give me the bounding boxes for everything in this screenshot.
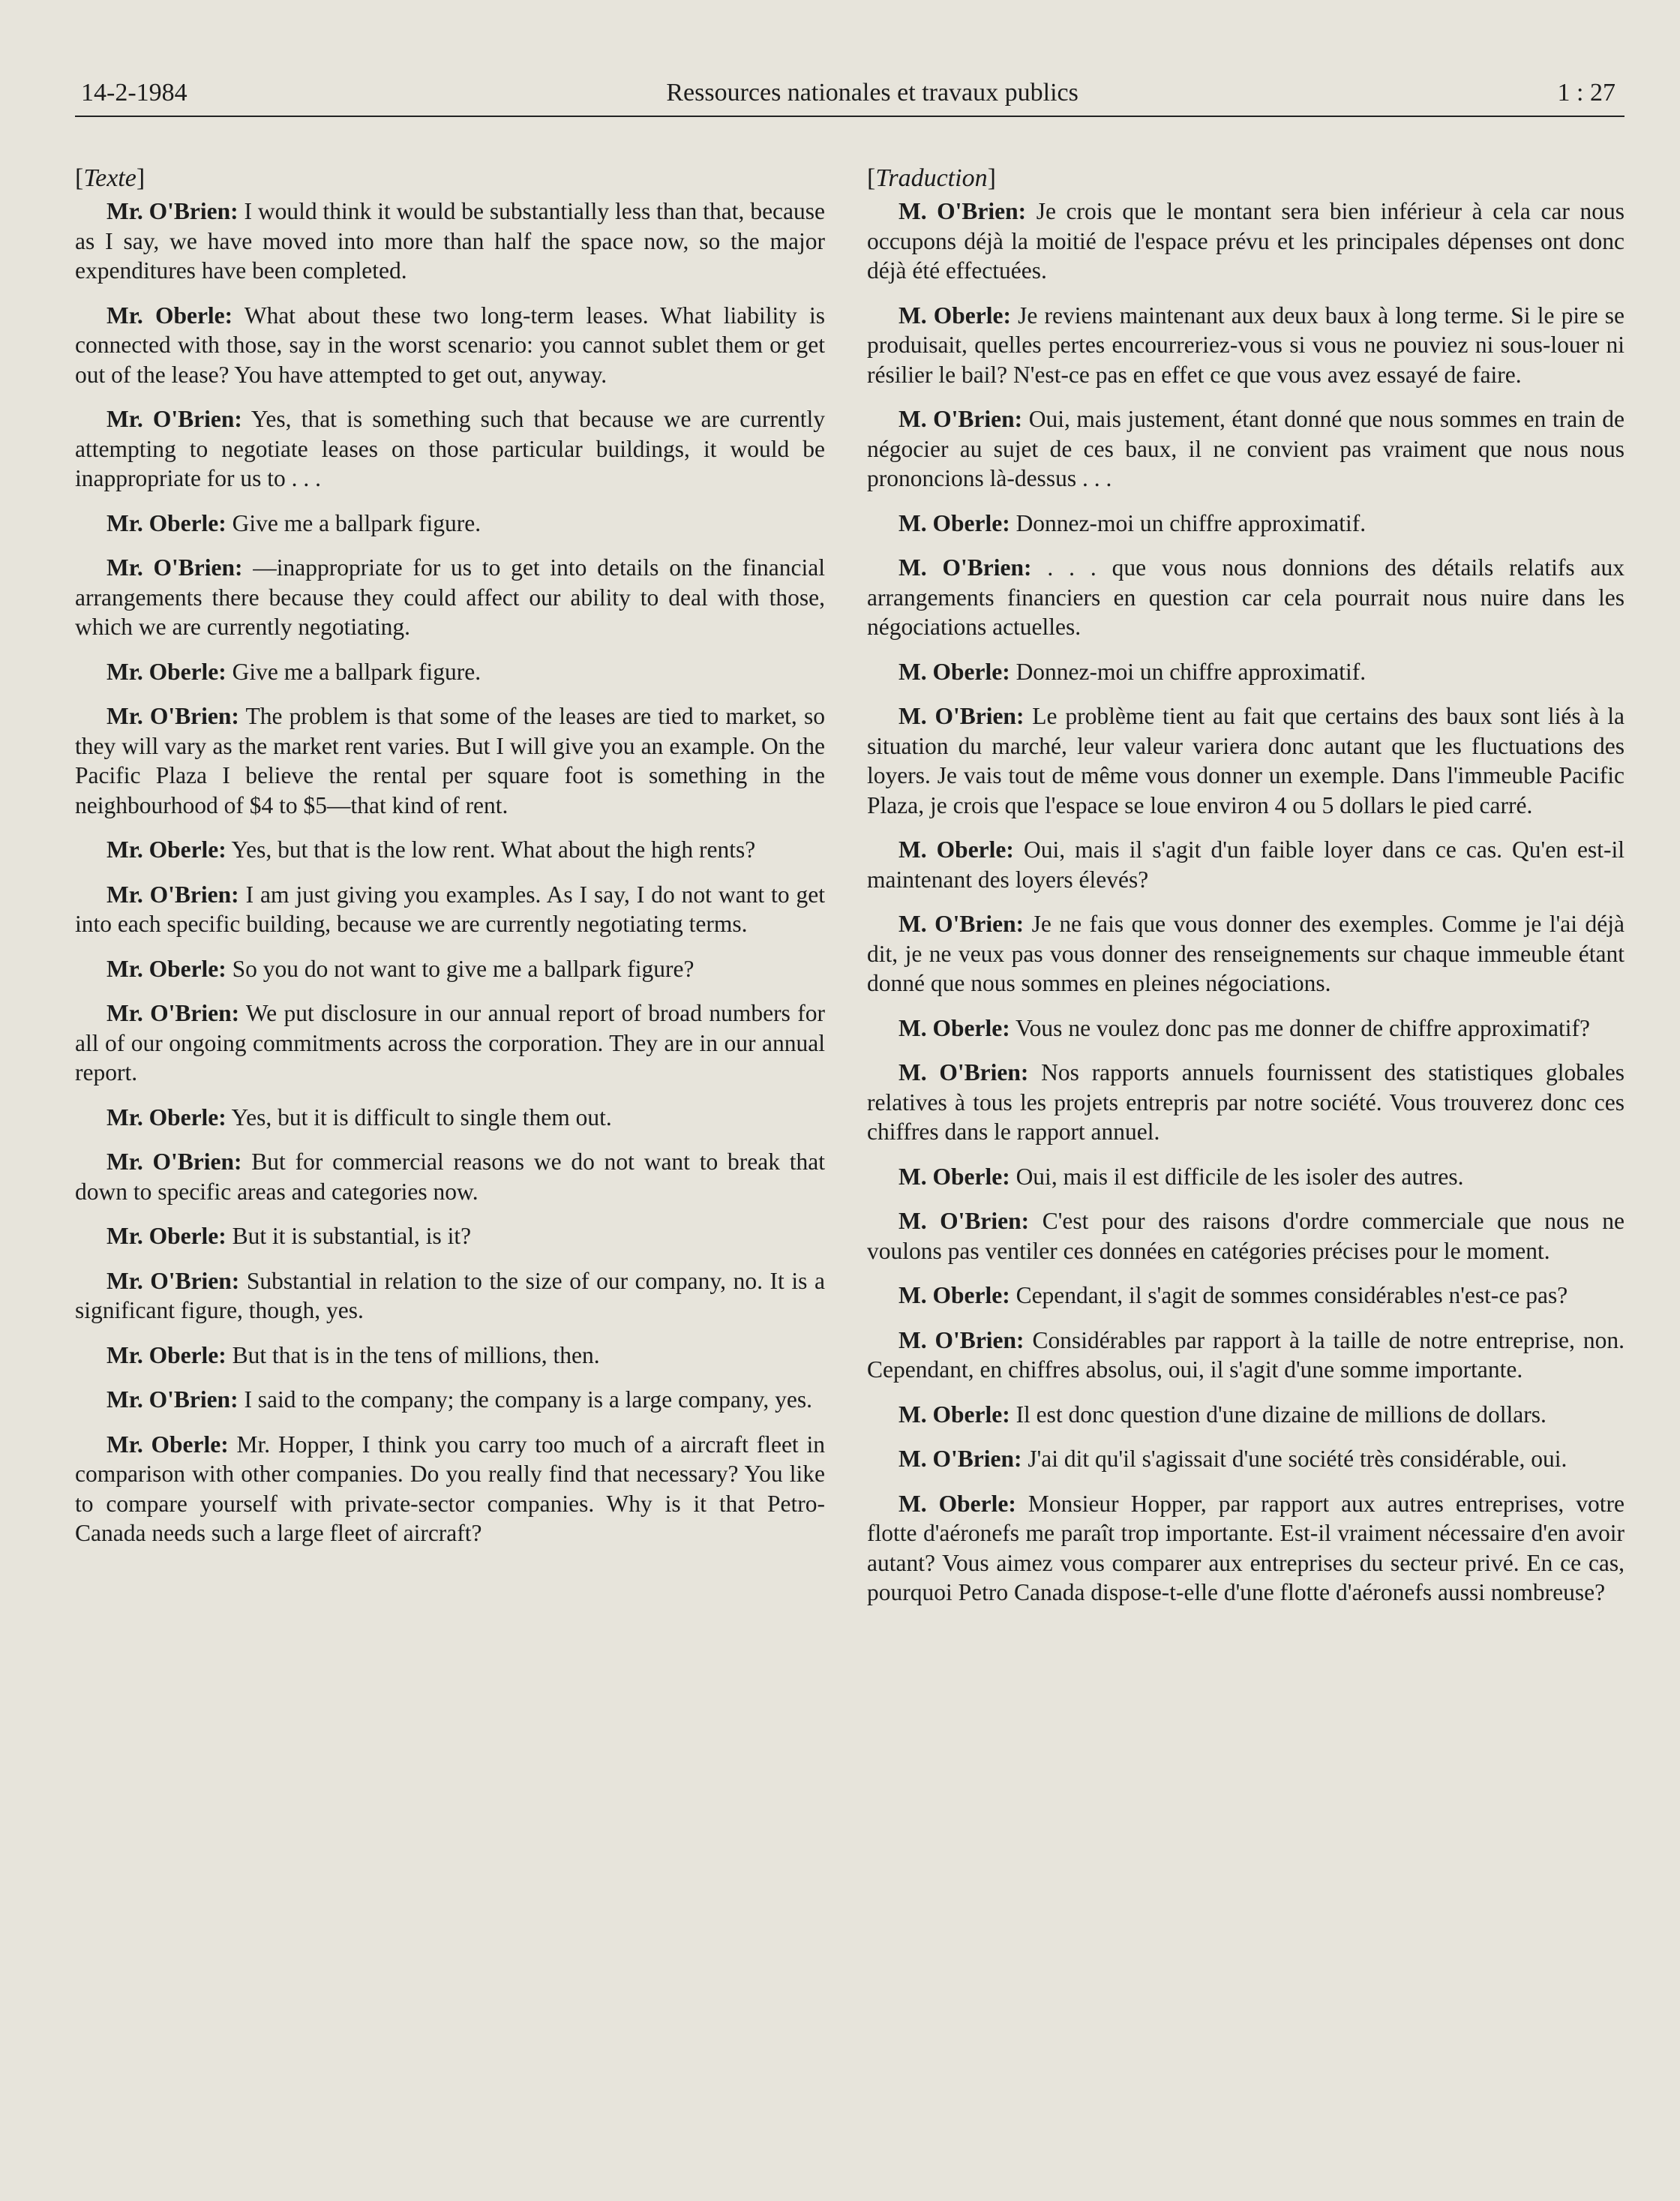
spoken-text: Yes, but that is the low rent. What about the high rents? (226, 836, 756, 863)
spoken-text: Donnez-moi un chiffre approximatif. (1010, 509, 1366, 536)
transcript-paragraph (75, 1385, 825, 1415)
transcript-paragraph (867, 197, 1624, 286)
transcript-paragraph (75, 1221, 825, 1251)
speaker-name: M. Oberle: (898, 509, 1010, 536)
column-label-texte: [Texte] (75, 164, 146, 192)
spoken-text: Mr. Hopper, I think you carry too much of a aircraft fleet in comparison with other companies. Do you really find that necessary? You like to compare yourself with private-sector companies. Why is it that Petro-Canada needs such a large fleet of aircraft? (75, 1431, 825, 1546)
spoken-text: So you do not want to give me a ballpark figure? (226, 955, 694, 982)
speaker-name: Mr. Oberle: (106, 302, 233, 329)
speaker-name: Mr. Oberle: (106, 1223, 226, 1249)
transcript-paragraph (75, 301, 825, 390)
speaker-name: M. Oberle: (898, 1014, 1010, 1041)
transcript-paragraph (867, 1444, 1624, 1474)
transcript-paragraph (75, 553, 825, 642)
spoken-text: Oui, mais il s'agit d'un faible loyer dans ce cas. Qu'en est-il maintenant des loyers élevés? (867, 836, 1625, 893)
column-label-traduction: [Traduction] (867, 164, 996, 192)
speaker-name: M. Oberle: (898, 302, 1011, 329)
transcript-paragraph (75, 954, 825, 984)
header-page-number: 1 : 27 (1557, 79, 1616, 107)
speaker-name: Mr. O'Brien: (106, 198, 238, 224)
speaker-name: M. Oberle: (898, 1282, 1010, 1308)
transcript-paragraph (75, 509, 825, 539)
spoken-text: —inappropriate for us to get into details on the financial arrangements there because they could affect our ability to deal with those, which we are currently negotiating. (75, 554, 825, 640)
english-paragraphs (75, 197, 825, 1548)
spoken-text: Give me a ballpark figure. (226, 658, 482, 685)
spoken-text: J'ai dit qu'il s'agissait d'une société très considérable, oui. (1022, 1446, 1568, 1472)
french-paragraphs (867, 197, 1624, 1608)
transcript-paragraph (75, 1266, 825, 1326)
speaker-name: M. Oberle: (898, 658, 1010, 685)
spoken-text: Je reviens maintenant aux deux baux à long terme. Si le pire se produisait, quelles pertes encourreriez-vous si vous ne pouviez ni sous-louer ni résilier le bail? N'est-ce pas en effet ce que vous avez essayé de faire. (867, 302, 1624, 388)
speaker-name: M. O'Brien: (898, 1326, 1024, 1353)
speaker-name: M. Oberle: (898, 1401, 1010, 1428)
transcript-paragraph (867, 909, 1624, 998)
transcript-paragraph (867, 553, 1624, 642)
spoken-text: Je ne fais que vous donner des exemples. Comme je l'ai déjà dit, je ne veux pas vous donner des renseignements sur chaque immeuble étant donné que nous sommes en pleines négociations. (867, 911, 1625, 996)
transcript-paragraph (867, 1162, 1624, 1192)
speaker-name: Mr. Oberle: (106, 658, 226, 685)
speaker-name: Mr. O'Brien: (106, 1000, 240, 1026)
speaker-name: Mr. O'Brien: (106, 406, 242, 432)
two-column-body (75, 162, 1624, 1623)
transcript-paragraph (867, 1489, 1624, 1608)
spoken-text: Nos rapports annuels fournissent des statistiques globales relatives à tous les projets entrepris par notre société. Vous trouverez donc ces chiffres dans le rapport annuel. (867, 1059, 1624, 1145)
speaker-name: Mr. Oberle: (106, 836, 226, 863)
transcript-paragraph (867, 1058, 1624, 1147)
spoken-text: . . . que vous nous donnions des détails relatifs aux arrangements financiers en question car cela pourrait nous nuire dans les négociations actuelles. (867, 554, 1624, 640)
spoken-text: But for commercial reasons we do not want to break that down to specific areas and categories now. (75, 1149, 825, 1205)
spoken-text: But that is in the tens of millions, then. (226, 1341, 600, 1368)
transcript-paragraph (75, 404, 825, 494)
speaker-name: M. O'Brien: (898, 1446, 1022, 1472)
transcript-paragraph (867, 301, 1624, 390)
speaker-name: M. Oberle: (898, 1490, 1016, 1517)
transcript-paragraph (75, 657, 825, 687)
transcript-paragraph (75, 880, 825, 939)
transcript-paragraph (867, 1326, 1624, 1385)
speaker-name: M. O'Brien: (898, 406, 1023, 432)
transcript-paragraph (867, 657, 1624, 687)
spoken-text: Give me a ballpark figure. (226, 509, 482, 536)
spoken-text: Le problème tient au fait que certains des baux sont liés à la situation du marché, leur valeur variera donc autant que les fluctuations des loyers. Je vais tout de même vous donner un exemple. Dans l'immeuble Pacific Plaza, je crois que l'espace se loue environ 4 ou 5 dollars le pied carré. (867, 703, 1624, 818)
transcript-paragraph (75, 998, 825, 1088)
spoken-text: But it is substantial, is it? (226, 1223, 472, 1249)
transcript-paragraph (867, 835, 1624, 894)
spoken-text: Oui, mais justement, étant donné que nous sommes en train de négocier au sujet de ces baux, il ne convient pas vraiment que nous nous prononcions là-dessus . . . (867, 406, 1624, 491)
spoken-text: The problem is that some of the leases are tied to market, so they will vary as the market rent varies. But I will give you an example. On the Pacific Plaza I believe the rental per square foot is something in the neighbourhood of $4 to $5—that kind of rent. (75, 703, 826, 818)
speaker-name: Mr. O'Brien: (106, 881, 239, 908)
transcript-paragraph (867, 1013, 1624, 1043)
speaker-name: Mr. O'Brien: (106, 1267, 240, 1294)
speaker-name: M. O'Brien: (898, 198, 1027, 224)
french-column (867, 162, 1624, 1623)
transcript-paragraph (75, 835, 825, 865)
speaker-name: Mr. O'Brien: (106, 703, 239, 729)
spoken-text: Vous ne voulez donc pas me donner de chiffre approximatif? (1010, 1014, 1590, 1041)
spoken-text: Yes, but it is difficult to single them out. (226, 1104, 612, 1131)
speaker-name: Mr. O'Brien: (106, 1386, 238, 1413)
speaker-name: M. O'Brien: (898, 911, 1024, 937)
spoken-text: Cependant, il s'agit de sommes considérables n'est-ce pas? (1010, 1282, 1568, 1308)
speaker-name: Mr. Oberle: (106, 1104, 226, 1131)
spoken-text: Oui, mais il est difficile de les isoler des autres. (1010, 1163, 1464, 1190)
transcript-paragraph (75, 1430, 825, 1548)
speaker-name: M. Oberle: (898, 836, 1014, 863)
header-title: Ressources nationales et travaux publics (666, 79, 1078, 107)
transcript-paragraph (867, 1281, 1624, 1311)
spoken-text: Donnez-moi un chiffre approximatif. (1010, 658, 1366, 685)
spoken-text: I would think it would be substantially less than that, because as I say, we have moved into more than half the space now, so the major expenditures have been completed. (75, 198, 825, 284)
speaker-name: Mr. Oberle: (106, 955, 226, 982)
speaker-name: M. O'Brien: (898, 1208, 1030, 1234)
speaker-name: M. O'Brien: (898, 1059, 1029, 1085)
speaker-name: Mr. Oberle: (106, 509, 226, 536)
transcript-paragraph (75, 1341, 825, 1371)
spoken-text: C'est pour des raisons d'ordre commerciale que nous ne voulons pas ventiler ces données en catégories précises pour le moment. (867, 1208, 1625, 1264)
spoken-text: Il est donc question d'une dizaine de millions de dollars. (1010, 1401, 1546, 1428)
spoken-text: Considérables par rapport à la taille de notre entreprise, non. Cependant, en chiffres absolus, oui, il s'agit d'une somme importante. (867, 1326, 1624, 1383)
speaker-name: Mr. Oberle: (106, 1341, 226, 1368)
transcript-paragraph (867, 509, 1624, 539)
transcript-paragraph (75, 197, 825, 286)
speaker-name: M. Oberle: (898, 1163, 1010, 1190)
spoken-text: Je crois que le montant sera bien inférieur à cela car nous occupons déjà la moitié de l'espace prévu et les principales dépenses ont donc déjà été effectuées. (867, 198, 1625, 284)
spoken-text: I said to the company; the company is a large company, yes. (238, 1386, 812, 1413)
transcript-paragraph (867, 404, 1624, 494)
transcript-paragraph (867, 1400, 1624, 1430)
speaker-name: M. O'Brien: (898, 554, 1032, 581)
speaker-name: M. O'Brien: (898, 703, 1024, 729)
transcript-paragraph (75, 1103, 825, 1133)
transcript-paragraph (867, 701, 1624, 820)
speaker-name: Mr. Oberle: (106, 1431, 229, 1458)
spoken-text: I am just giving you examples. As I say, I do not want to get into each specific building, because we are currently negotiating terms. (75, 881, 825, 937)
speaker-name: Mr. O'Brien: (106, 1149, 242, 1175)
spoken-text: Monsieur Hopper, par rapport aux autres entreprises, votre flotte d'aéronefs me paraît trop importante. Est-il vraiment nécessaire d'en avoir autant? Vous aimez vous comparer aux entreprises du secteur privé. En ce cas, pourquoi Petro Canada dispose-t-elle d'une flotte d'aéronefs aussi nombreuse? (867, 1490, 1625, 1605)
speaker-name: Mr. O'Brien: (106, 554, 243, 581)
header-date: 14-2-1984 (81, 79, 188, 107)
transcript-paragraph (867, 1206, 1624, 1266)
spoken-text: What about these two long-term leases. What liability is connected with those, say in the worst scenario: you cannot sublet them or get out of the lease? You have attempted to get out, anyway. (75, 302, 825, 388)
transcript-paragraph (75, 1147, 825, 1206)
spoken-text: Substantial in relation to the size of our company, no. It is a significant figure, though, yes. (75, 1267, 825, 1323)
english-column (75, 162, 825, 1623)
spoken-text: We put disclosure in our annual report of broad numbers for all of our ongoing commitments across the corporation. They are in our annual report. (75, 1000, 825, 1085)
spoken-text: Yes, that is something such that because we are currently attempting to negotiate leases on those particular buildings, it would be inappropriate for us to . . . (75, 406, 825, 491)
running-header (75, 78, 1624, 117)
transcript-paragraph (75, 701, 825, 820)
